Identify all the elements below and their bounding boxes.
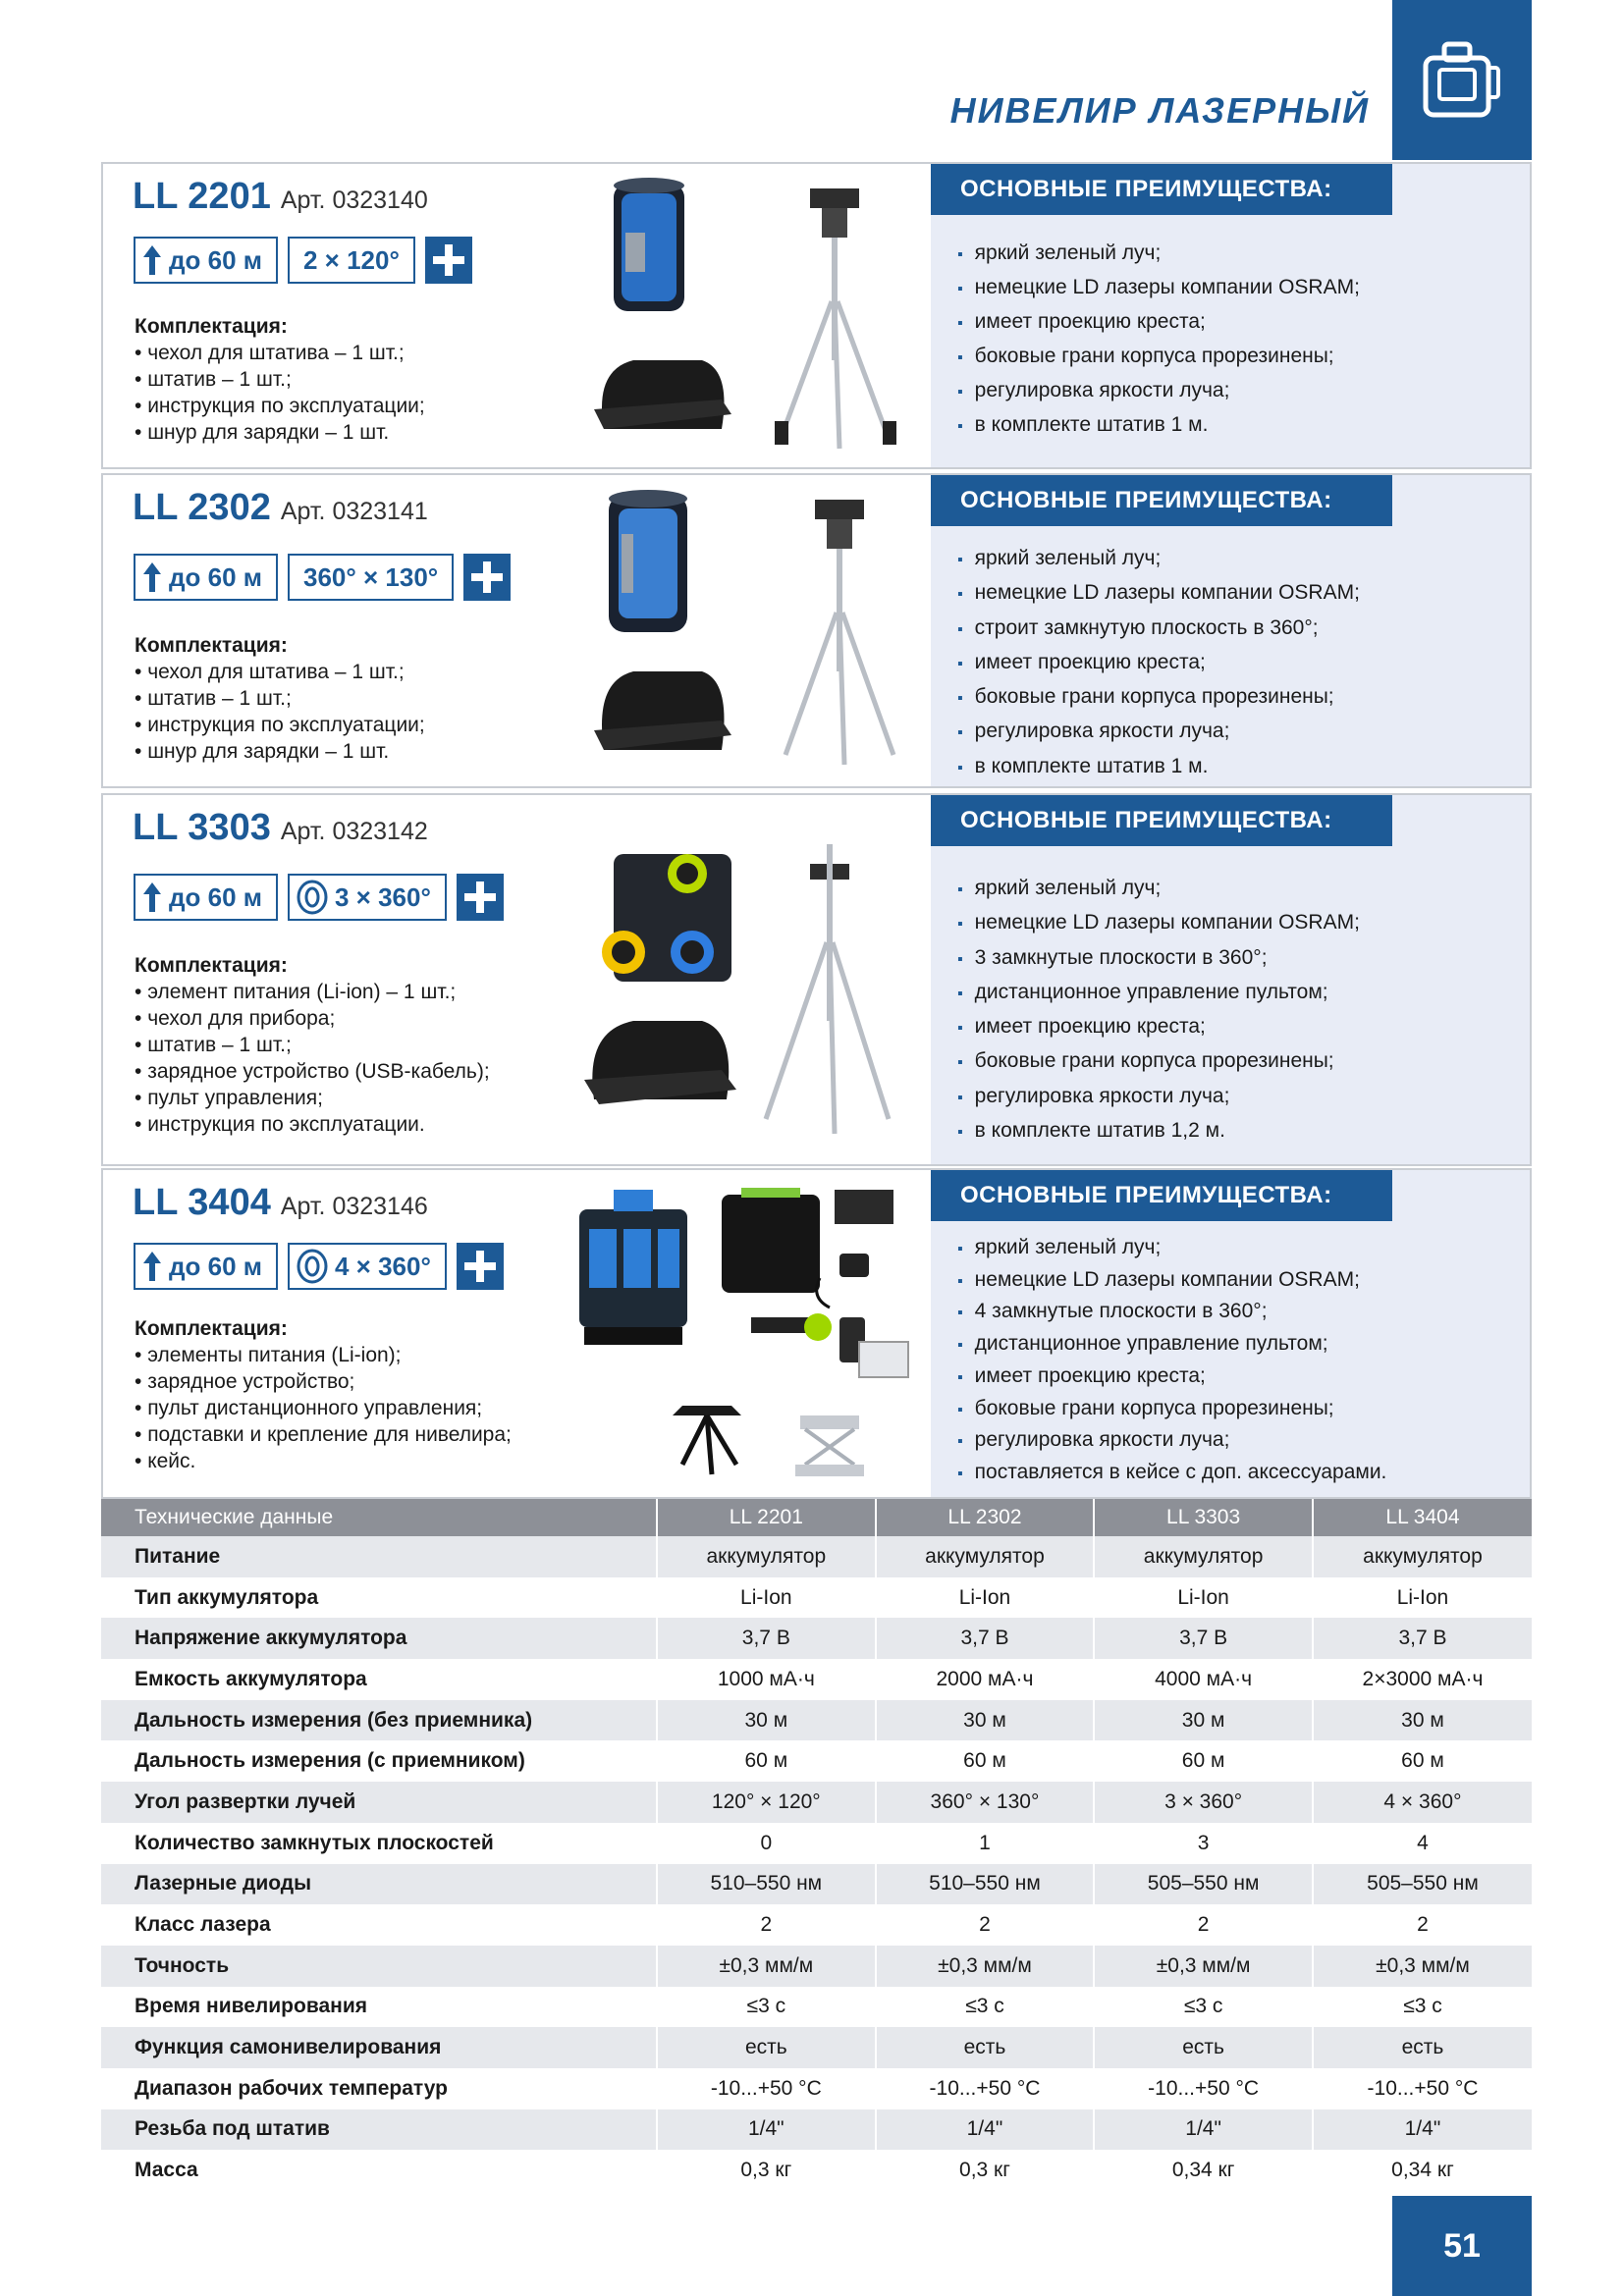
kit-title: Комплектация: — [135, 954, 288, 977]
row-label: Напряжение аккумулятора — [101, 1618, 657, 1659]
arrow-up-icon — [141, 243, 163, 277]
kit-item: • зарядное устройство (USB-кабель); — [135, 1058, 490, 1085]
table-row — [101, 1700, 1532, 1741]
kit-item: • зарядное устройство; — [135, 1368, 512, 1395]
range-value: до 60 м — [169, 561, 262, 592]
table-cell: -10...+50 °С — [1313, 2068, 1532, 2109]
table-cell: есть — [657, 2027, 876, 2068]
table-cell: Li-Ion — [657, 1577, 876, 1619]
row-label: Диапазон рабочих температур — [135, 2076, 448, 2100]
kit-item: • чехол для штатива – 1 шт.; — [135, 340, 425, 366]
angle-value: 360° × 130° — [303, 561, 439, 592]
table-cell: 3 — [1094, 1823, 1313, 1864]
table-header: LL 2201 — [657, 1499, 876, 1536]
page-number: 51 — [1392, 2196, 1532, 2296]
range-value: до 60 м — [169, 1251, 262, 1281]
table-cell: 0,3 кг — [876, 2150, 1095, 2191]
kit-item: • пульт дистанционного управления; — [135, 1395, 512, 1421]
advantage-item: ▪ регулировка яркости луча; — [957, 715, 1360, 749]
kit-item: • чехол для штатива – 1 шт.; — [135, 659, 425, 685]
product-heading — [133, 1182, 428, 1224]
table-row — [101, 1577, 1532, 1619]
table-row — [101, 1904, 1532, 1946]
row-label: Тип аккумулятора — [135, 1585, 319, 1609]
range-badge — [134, 874, 278, 921]
table-cell: 60 м — [876, 1740, 1095, 1782]
table-cell: 2 — [657, 1904, 876, 1946]
product-card-ll3303 — [101, 793, 1532, 1166]
product-article: Арт. 0323140 — [280, 187, 428, 214]
table-cell: 1000 мА·ч — [657, 1659, 876, 1700]
laser-level-image — [565, 164, 928, 468]
product-model: LL 3404 — [133, 1182, 271, 1223]
product-model: LL 2201 — [133, 176, 271, 217]
table-cell: ≤3 с — [1313, 1987, 1532, 2028]
table-cell: 0 — [657, 1823, 876, 1864]
advantage-item: ▪ имеет проекцию креста; — [957, 305, 1360, 340]
kit-section — [135, 632, 425, 765]
table-cell: 3,7 В — [876, 1618, 1095, 1659]
table-cell: 60 м — [657, 1740, 876, 1782]
table-row — [101, 2027, 1532, 2068]
kit-item: • подставки и крепление для нивелира; — [135, 1421, 512, 1448]
row-label: Функция самонивелирования — [101, 2027, 657, 2068]
kit-item: • штатив – 1 шт.; — [135, 685, 425, 712]
cross-icon — [425, 237, 472, 284]
row-label: Резьба под штатив — [101, 2109, 657, 2151]
kit-item: • кейс. — [135, 1448, 512, 1474]
table-cell: 30 м — [1094, 1700, 1313, 1741]
product-model: LL 3303 — [133, 807, 271, 848]
advantage-item: ▪ имеет проекцию креста; — [957, 1010, 1360, 1044]
advantages-header: ОСНОВНЫЕ ПРЕИМУЩЕСТВА: — [931, 1170, 1392, 1221]
advantage-item: ▪ регулировка яркости луча; — [957, 1425, 1386, 1458]
advantage-item: ▪ 3 замкнутые плоскости в 360°; — [957, 941, 1360, 976]
product-article: Арт. 0323142 — [280, 818, 428, 845]
row-label: Емкость аккумулятора — [135, 1667, 367, 1690]
advantage-item: ▪ боковые грани корпуса прорезинены; — [957, 1394, 1386, 1426]
advantage-item: ▪ имеет проекцию креста; — [957, 646, 1360, 680]
table-cell: аккумулятор — [876, 1536, 1095, 1577]
angle-badge — [288, 237, 415, 284]
arrow-up-icon — [141, 1250, 163, 1283]
table-cell: 2 — [1313, 1904, 1532, 1946]
product-images — [565, 475, 928, 786]
advantages-list — [957, 872, 1360, 1148]
angle-badge — [288, 1243, 447, 1290]
table-header: LL 3404 — [1313, 1499, 1532, 1536]
spec-badges — [134, 874, 504, 921]
range-badge — [134, 554, 278, 601]
table-cell: 1/4" — [1094, 2109, 1313, 2151]
kit-item: • пульт управления; — [135, 1085, 490, 1111]
cross-icon — [457, 1243, 504, 1290]
advantage-item: ▪ в комплекте штатив 1 м. — [957, 750, 1360, 784]
advantage-item: ▪ боковые грани корпуса прорезинены; — [957, 1044, 1360, 1079]
table-cell: 1/4" — [876, 2109, 1095, 2151]
table-cell: 510–550 нм — [657, 1864, 876, 1905]
advantages-list — [957, 237, 1360, 443]
advantage-item: ▪ регулировка яркости луча; — [957, 1080, 1360, 1114]
table-cell: 505–550 нм — [1313, 1864, 1532, 1905]
table-cell: 1/4" — [657, 2109, 876, 2151]
row-label: Угол развертки лучей — [101, 1782, 657, 1823]
spec-badges — [134, 1243, 504, 1290]
advantages-header: ОСНОВНЫЕ ПРЕИМУЩЕСТВА: — [931, 164, 1392, 215]
angle-value: 3 × 360° — [335, 881, 431, 912]
range-value: до 60 м — [169, 881, 262, 912]
table-row — [101, 2068, 1532, 2109]
advantages-list — [957, 542, 1360, 784]
advantage-item: ▪ имеет проекцию креста; — [957, 1362, 1386, 1394]
advantage-item: ▪ дистанционное управление пультом; — [957, 1329, 1386, 1362]
product-heading — [133, 176, 428, 218]
table-cell: 3,7 В — [1094, 1618, 1313, 1659]
advantage-item: ▪ немецкие LD лазеры компании OSRAM; — [957, 906, 1360, 940]
advantage-item: ▪ в комплекте штатив 1 м. — [957, 408, 1360, 443]
table-row — [101, 2109, 1532, 2151]
table-row — [101, 1536, 1532, 1577]
table-cell: 0,34 кг — [1313, 2150, 1532, 2191]
table-cell: 2000 мА·ч — [876, 1659, 1095, 1700]
kit-item: • элементы питания (Li-ion); — [135, 1342, 512, 1368]
case-icon — [1420, 38, 1504, 123]
advantages-list — [957, 1233, 1386, 1490]
advantages-header: ОСНОВНЫЕ ПРЕИМУЩЕСТВА: — [931, 475, 1392, 526]
product-heading — [133, 807, 428, 849]
table-cell: 30 м — [1313, 1700, 1532, 1741]
row-label: Точность — [101, 1946, 657, 1987]
table-body — [101, 1536, 1532, 2191]
table-cell: ±0,3 мм/м — [1094, 1946, 1313, 1987]
range-badge — [134, 237, 278, 284]
table-cell: аккумулятор — [657, 1536, 876, 1577]
advantage-item: ▪ немецкие LD лазеры компании OSRAM; — [957, 1265, 1386, 1298]
cross-icon — [463, 554, 511, 601]
table-row — [101, 1864, 1532, 1905]
table-cell: -10...+50 °С — [657, 2068, 876, 2109]
table-cell: 2 — [1094, 1904, 1313, 1946]
advantage-item: ▪ боковые грани корпуса прорезинены; — [957, 340, 1360, 374]
kit-title: Комплектация: — [135, 1317, 288, 1340]
angle-value: 4 × 360° — [335, 1251, 431, 1281]
advantage-item: ▪ яркий зеленый луч; — [957, 237, 1360, 271]
range-badge — [134, 1243, 278, 1290]
table-row — [101, 1618, 1532, 1659]
angle-badge — [288, 554, 454, 601]
table-cell: 3,7 В — [657, 1618, 876, 1659]
table-cell: ≤3 с — [876, 1987, 1095, 2028]
table-cell: 2×3000 мА·ч — [1313, 1659, 1532, 1700]
table-cell: 505–550 нм — [1094, 1864, 1313, 1905]
product-card-ll3404 — [101, 1168, 1532, 1499]
table-cell: Li-Ion — [876, 1577, 1095, 1619]
kit-item: • инструкция по эксплуатации; — [135, 393, 425, 419]
table-cell: есть — [1313, 2027, 1532, 2068]
arrow-up-icon — [141, 881, 163, 914]
table-cell: ≤3 с — [1094, 1987, 1313, 2028]
advantage-item: ▪ яркий зеленый луч; — [957, 1233, 1386, 1265]
product-heading — [133, 487, 428, 529]
kit-item: • чехол для прибора; — [135, 1005, 490, 1032]
row-label: Лазерные диоды — [101, 1864, 657, 1905]
advantage-item: ▪ строит замкнутую плоскость в 360°; — [957, 612, 1360, 646]
product-article: Арт. 0323141 — [280, 498, 428, 525]
table-cell: 0,3 кг — [657, 2150, 876, 2191]
page-title: НИВЕЛИР ЛАЗЕРНЫЙ — [949, 90, 1370, 131]
row-label: Время нивелирования — [135, 1995, 367, 2018]
kit-item: • шнур для зарядки – 1 шт. — [135, 419, 425, 446]
spec-table — [101, 1499, 1532, 2191]
table-cell: ±0,3 мм/м — [1313, 1946, 1532, 1987]
kit-item: • шнур для зарядки – 1 шт. — [135, 738, 425, 765]
cross-icon — [457, 874, 504, 921]
table-cell: 4 × 360° — [1313, 1782, 1532, 1823]
corner-tab — [1392, 0, 1532, 160]
advantage-item: ▪ 4 замкнутые плоскости в 360°; — [957, 1297, 1386, 1329]
laser-level-image — [565, 475, 928, 787]
angle-value: 2 × 120° — [303, 244, 400, 275]
product-card-ll2302 — [101, 473, 1532, 788]
kit-section — [135, 313, 425, 446]
arrow-up-icon — [141, 561, 163, 594]
advantage-item: ▪ боковые грани корпуса прорезинены; — [957, 680, 1360, 715]
table-row — [101, 1946, 1532, 1987]
table-cell: ≤3 с — [657, 1987, 876, 2028]
kit-section — [135, 952, 490, 1138]
table-cell: 1/4" — [1313, 2109, 1532, 2151]
plane-360-icon — [296, 1248, 329, 1285]
laser-level-kit-image — [565, 1170, 928, 1497]
kit-item: • инструкция по эксплуатации; — [135, 712, 425, 738]
row-label: Класс лазера — [135, 1913, 271, 1937]
product-images — [565, 795, 928, 1164]
product-images — [565, 1170, 928, 1497]
plane-360-icon — [296, 879, 329, 916]
table-cell: 30 м — [876, 1700, 1095, 1741]
table-cell: ±0,3 мм/м — [657, 1946, 876, 1987]
row-label: Питание — [101, 1536, 657, 1577]
table-row — [101, 1740, 1532, 1782]
advantage-item: ▪ немецкие LD лазеры компании OSRAM; — [957, 271, 1360, 305]
product-card-ll2201 — [101, 162, 1532, 469]
row-label: Дальность измерения (с приемником) — [135, 1749, 525, 1773]
table-row — [101, 1823, 1532, 1864]
table-cell: 0,34 кг — [1094, 2150, 1313, 2191]
table-cell: есть — [876, 2027, 1095, 2068]
advantage-item: ▪ яркий зеленый луч; — [957, 542, 1360, 576]
table-row — [101, 1987, 1532, 2028]
table-cell: 60 м — [1313, 1740, 1532, 1782]
advantage-item: ▪ поставляется в кейсе с доп. аксессуарами. — [957, 1458, 1386, 1490]
row-label: Дальность измерения (без приемника) — [101, 1700, 657, 1741]
spec-badges — [134, 237, 472, 284]
table-header: LL 3303 — [1094, 1499, 1313, 1536]
kit-item: • элемент питания (Li-ion) – 1 шт.; — [135, 979, 490, 1005]
product-model: LL 2302 — [133, 487, 271, 528]
advantage-item: ▪ яркий зеленый луч; — [957, 872, 1360, 906]
kit-title: Комплектация: — [135, 315, 288, 338]
kit-item: • штатив – 1 шт.; — [135, 366, 425, 393]
table-cell: 30 м — [657, 1700, 876, 1741]
table-row — [101, 2150, 1532, 2191]
laser-level-image — [565, 795, 928, 1164]
table-cell: 4 — [1313, 1823, 1532, 1864]
kit-item: • штатив – 1 шт.; — [135, 1032, 490, 1058]
table-row — [101, 1782, 1532, 1823]
advantage-item: ▪ в комплекте штатив 1,2 м. — [957, 1114, 1360, 1148]
advantage-item: ▪ дистанционное управление пультом; — [957, 976, 1360, 1010]
table-cell: 360° × 130° — [876, 1782, 1095, 1823]
advantage-item: ▪ немецкие LD лазеры компании OSRAM; — [957, 576, 1360, 611]
kit-section — [135, 1315, 512, 1474]
kit-title: Комплектация: — [135, 634, 288, 657]
table-cell: 60 м — [1094, 1740, 1313, 1782]
table-cell: 120° × 120° — [657, 1782, 876, 1823]
table-cell: 3 × 360° — [1094, 1782, 1313, 1823]
table-cell: 2 — [876, 1904, 1095, 1946]
table-cell: 510–550 нм — [876, 1864, 1095, 1905]
table-cell: ±0,3 мм/м — [876, 1946, 1095, 1987]
advantages-header: ОСНОВНЫЕ ПРЕИМУЩЕСТВА: — [931, 795, 1392, 846]
range-value: до 60 м — [169, 244, 262, 275]
table-cell: Li-Ion — [1313, 1577, 1532, 1619]
table-header: Технические данные — [101, 1499, 657, 1536]
angle-badge — [288, 874, 447, 921]
table-row — [101, 1659, 1532, 1700]
table-cell: 3,7 В — [1313, 1618, 1532, 1659]
table-header: LL 2302 — [876, 1499, 1095, 1536]
table-cell: 4000 мА·ч — [1094, 1659, 1313, 1700]
table-cell: Li-Ion — [1094, 1577, 1313, 1619]
product-article: Арт. 0323146 — [280, 1193, 428, 1220]
table-cell: аккумулятор — [1094, 1536, 1313, 1577]
row-label: Масса — [135, 2159, 198, 2182]
advantage-item: ▪ регулировка яркости луча; — [957, 374, 1360, 408]
product-images — [565, 164, 928, 467]
table-cell: есть — [1094, 2027, 1313, 2068]
table-cell: -10...+50 °С — [876, 2068, 1095, 2109]
spec-badges — [134, 554, 511, 601]
table-cell: 1 — [876, 1823, 1095, 1864]
table-cell: аккумулятор — [1313, 1536, 1532, 1577]
table-header-row — [101, 1499, 1532, 1536]
table-cell: -10...+50 °С — [1094, 2068, 1313, 2109]
kit-item: • инструкция по эксплуатации. — [135, 1111, 490, 1138]
row-label: Количество замкнутых плоскостей — [135, 1831, 494, 1854]
